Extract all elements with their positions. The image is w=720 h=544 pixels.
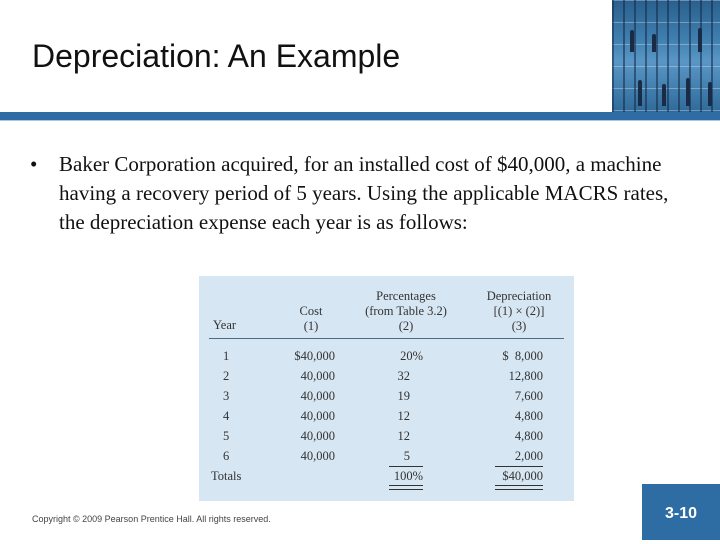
row-dep: 4,800 xyxy=(514,429,543,443)
row-year: 2 xyxy=(223,369,230,383)
header-percentages-line1: Percentages xyxy=(376,289,436,303)
dep-subtotal-rule xyxy=(495,466,543,467)
photo-figure xyxy=(686,78,690,106)
row-dep: 7,600 xyxy=(514,389,543,403)
header-depreciation-line3: (3) xyxy=(511,319,527,333)
row-pct: 12 xyxy=(397,409,410,423)
row-pct: 32 xyxy=(397,369,410,383)
page-number: 3-10 xyxy=(664,505,698,522)
row-cost: 40,000 xyxy=(300,369,335,383)
row-cost: 40,000 xyxy=(300,449,335,463)
totals-label: Totals xyxy=(211,469,242,483)
row-dep: 12,800 xyxy=(508,369,543,383)
depreciation-table xyxy=(199,276,574,501)
row-year: 4 xyxy=(223,409,230,423)
bullet-point xyxy=(30,150,680,237)
row-dep: 4,800 xyxy=(514,409,543,423)
header-cost-line1: Cost xyxy=(299,304,323,318)
pct-total-double-rule xyxy=(389,485,423,490)
header-photo xyxy=(612,0,720,112)
totals-pct: 100% xyxy=(393,469,423,483)
row-pct: 12 xyxy=(397,429,410,443)
photo-figure xyxy=(652,34,656,52)
pct-subtotal-rule xyxy=(389,466,423,467)
row-pct: 5 xyxy=(403,449,410,463)
totals-dep: $40,000 xyxy=(502,469,543,483)
header-depreciation-line1: Depreciation xyxy=(486,289,552,303)
header-cost xyxy=(281,304,341,334)
bullet-text: Baker Corporation acquired, for an installed cost of $40,000, a machine having a recovery period of 5 years. Using the applicable MACRS rates, the depreciation expense each year is as follows: xyxy=(59,152,669,234)
photo-figure xyxy=(630,30,634,52)
photo-figure xyxy=(638,80,642,106)
header-year: Year xyxy=(213,318,237,332)
photo-figure xyxy=(662,84,666,106)
row-year: 6 xyxy=(223,449,230,463)
row-cost: 40,000 xyxy=(300,389,335,403)
row-cost: 40,000 xyxy=(300,409,335,423)
header-cost-line2: (1) xyxy=(303,319,319,333)
row-year: 3 xyxy=(223,389,230,403)
page-number-badge xyxy=(642,484,720,540)
slide-title: Depreciation: An Example xyxy=(32,38,401,74)
header-depreciation-line2: [(1) × (2)] xyxy=(493,304,545,318)
row-pct: 20% xyxy=(400,349,423,363)
header-percentages-line3: (2) xyxy=(398,319,414,333)
header-band-line xyxy=(0,120,720,121)
header-band xyxy=(0,112,720,120)
header-depreciation xyxy=(471,289,567,334)
photo-figure xyxy=(708,82,712,106)
dep-total-double-rule xyxy=(495,485,543,490)
photo-window-grid xyxy=(612,0,720,112)
header-percentages xyxy=(351,289,461,334)
row-cost: $40,000 xyxy=(294,349,335,363)
row-dep: 2,000 xyxy=(514,449,543,463)
row-year: 5 xyxy=(223,429,230,443)
row-dep: $ 8,000 xyxy=(502,349,543,363)
row-cost: 40,000 xyxy=(300,429,335,443)
header-rule xyxy=(209,338,564,339)
copyright-notice: Copyright © 2009 Pearson Prentice Hall. All rights reserved. xyxy=(32,514,271,524)
bullet-marker: • xyxy=(30,152,38,176)
header-percentages-line2: (from Table 3.2) xyxy=(365,304,447,318)
row-year: 1 xyxy=(223,349,230,363)
row-pct: 19 xyxy=(397,389,410,403)
photo-figure xyxy=(698,28,702,52)
